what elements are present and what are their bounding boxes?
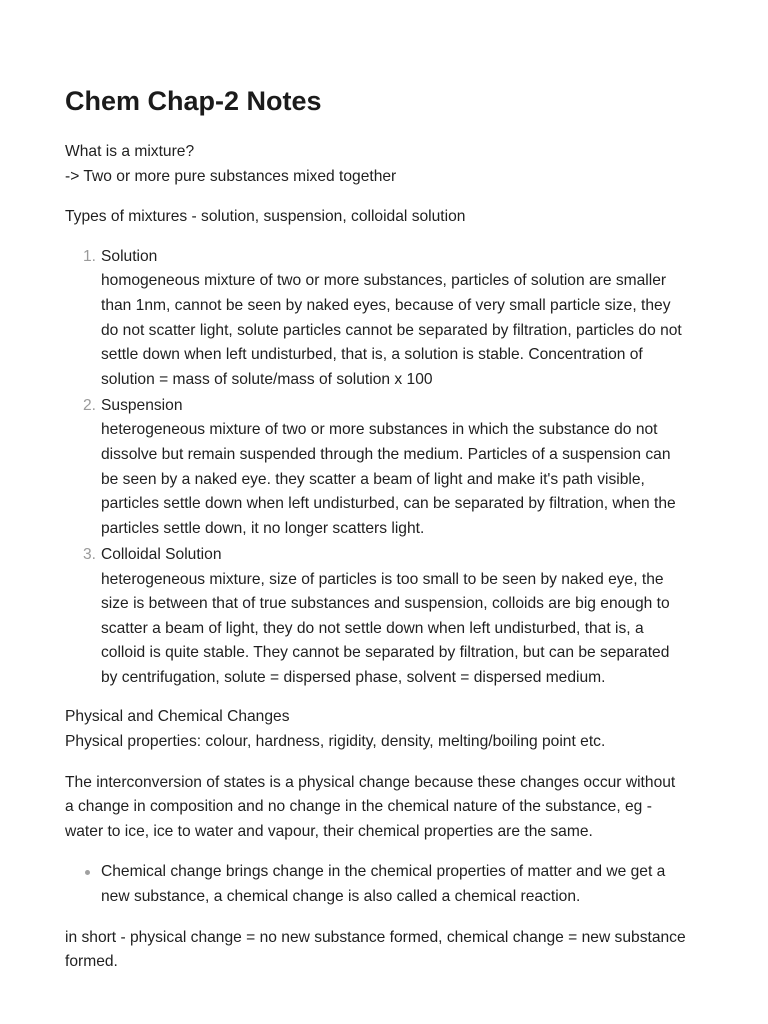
changes-section — [65, 705, 708, 754]
list-item-text-line: scatter a beam of light, they do not settle down when left undisturbed, that is, a — [101, 619, 644, 637]
summary-paragraph — [65, 926, 708, 975]
list-item — [65, 860, 708, 909]
list-item-text-line: dissolve but remain suspended through the medium. Particles of a suspension can — [101, 446, 671, 464]
types-of-mixtures: Types of mixtures - solution, suspension, colloidal solution — [65, 208, 466, 226]
list-item-solution — [65, 245, 708, 393]
paragraph-line: formed. — [65, 953, 118, 971]
list-item-text-line: solution = mass of solute/mass of solution x 100 — [101, 370, 433, 388]
list-item-heading: Suspension — [101, 396, 183, 414]
list-item-text-line: than 1nm, cannot be seen by naked eyes, because of very small particle size, they — [101, 296, 671, 314]
chemical-change-list — [65, 860, 708, 909]
paragraph-line: water to ice, ice to water and vapour, their chemical properties are the same. — [65, 822, 593, 840]
list-number: 2. — [83, 396, 97, 414]
list-item-text-line: by centrifugation, solute = dispersed phase, solvent = dispersed medium. — [101, 668, 606, 686]
list-item-text-line: particles settle down, it no longer scatters light. — [101, 519, 425, 537]
definition-answer: -> Two or more pure substances mixed together — [65, 167, 397, 185]
paragraph-line: The interconversion of states is a physical change because these changes occur without — [65, 773, 676, 791]
list-number: 1. — [83, 247, 97, 265]
bullet-text-line: new substance, a chemical change is also called a chemical reaction. — [101, 888, 581, 906]
bullet-text-line: Chemical change brings change in the chemical properties of matter and we get a — [101, 863, 666, 881]
list-item-text-line: heterogeneous mixture of two or more substances in which the substance do not — [101, 421, 658, 439]
interconversion-paragraph — [65, 771, 708, 845]
list-item-text-line: homogeneous mixture of two or more substances, particles of solution are smaller — [101, 272, 667, 290]
list-item-text-line: colloid is quite stable. They cannot be separated by filtration, but can be separated — [101, 644, 670, 662]
paragraph-line: in short - physical change = no new substance formed, chemical change = new substance — [65, 928, 686, 946]
list-item-text-line: be seen by a naked eye. they scatter a beam of light and make it's path visible, — [101, 470, 645, 488]
list-item-heading: Colloidal Solution — [101, 545, 222, 563]
list-item-text-line: settle down when left undisturbed, that is, a solution is stable. Concentration of — [101, 346, 643, 364]
mixture-definition — [65, 140, 708, 189]
mixture-types-list — [65, 245, 708, 691]
list-item-text-line: particles settle down when left undisturbed, can be separated by filtration, when the — [101, 495, 676, 513]
page-title: Chem Chap-2 Notes — [65, 86, 322, 116]
list-item-text-line: size is between that of true substances and suspension, colloids are big enough to — [101, 595, 670, 613]
section-heading: Physical and Chemical Changes — [65, 708, 290, 726]
list-number: 3. — [83, 545, 97, 563]
list-item-colloidal-solution — [65, 543, 708, 691]
list-item-suspension — [65, 394, 708, 542]
physical-properties: Physical properties: colour, hardness, rigidity, density, melting/boiling point etc. — [65, 733, 606, 751]
bullet-icon — [85, 870, 90, 875]
definition-question: What is a mixture? — [65, 143, 195, 160]
list-item-heading: Solution — [101, 247, 158, 265]
paragraph-line: a change in composition and no change in the chemical nature of the substance, eg - — [65, 798, 652, 816]
list-item-text-line: do not scatter light, solute particles cannot be separated by filtration, particles do not — [101, 321, 682, 339]
list-item-text-line: heterogeneous mixture, size of particles is too small to be seen by naked eye, the — [101, 570, 664, 588]
